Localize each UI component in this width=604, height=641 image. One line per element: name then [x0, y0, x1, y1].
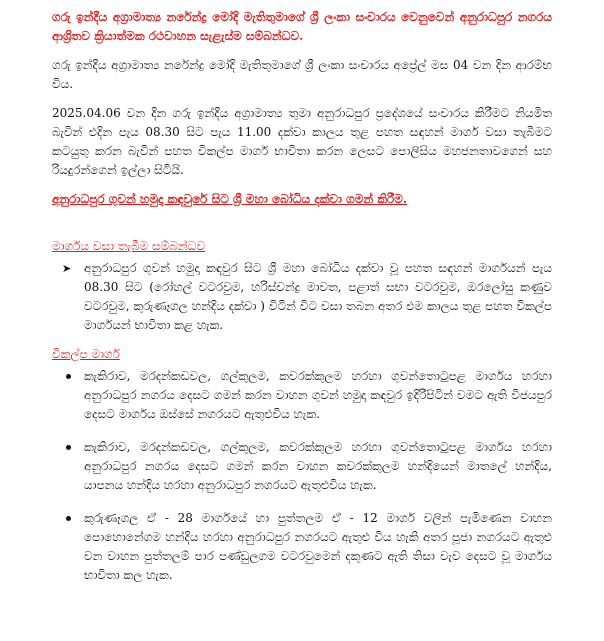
closure-notice-paragraph: 2025.04.06 වන දින ගරු ඉන්දීය අග්‍රාමාත්‍ය තුමා අනුරාධපුර ප්‍රදේශයේ සංචාරය කිරීමට නියමිත බැවින් එදින පැය 08.30 සිට පැය 11.00 දක්වා කාලය තුළ පහත සඳහන් මාර්ග වසා තැබීමට කටයුතු කරන බැවින් පහත විකල්ප මාර්ග භාවිතා කරන ලෙසට පොලිසිය මහජනතාවගෙන් සහ රියදුරන්ගෙන් ඉල්ලා සිටියි.	[52, 106, 552, 177]
document-title: ගරු ඉන්දීය අග්‍රාමාත්‍ය නරේන්ද්‍ර මෝදි මැතිතුමාගේ ශ්‍රී ලංකා සංචාරය වෙනුවෙන් අනුරාධපුර නගරය ආශ්‍රිතව ක්‍රියාත්මක රථවාහන සැළැස්ම සම්බන්ධව.	[52, 10, 552, 43]
closure-list	[52, 259, 552, 335]
dot-bullet-icon	[66, 445, 71, 450]
alternative-routes-heading: විකල්ප මාර්ග	[52, 347, 120, 361]
alternative-routes-list	[52, 367, 552, 585]
closure-item-text: අනුරාධපුර ගුවන් හමුදා කඳවුර සිට ශ්‍රී මහා බෝධිය දක්වා වූ පහත සඳහන් මාර්ගයන් පැය 08.30 සිට (රෝහල් වටරවුම, හරිස්චන්ද්‍ර මාවත, පළාත් සභා වටරවුම, ඔරලෝසු කණුව වටරවුම, කුරුණෑගල හන්දිය දක්වා ) විටින් විට වසා තබන අතර එම කාලය තුළ පහත විකල්ප මාර්ගයන් භාවිතා කළ හැක.	[84, 261, 552, 332]
list-item	[52, 438, 552, 495]
list-item	[52, 259, 552, 335]
dot-bullet-icon	[66, 374, 71, 379]
alt-route-text: කුරුණෑගල ඒ - 28 මාර්ගයේ හා පුත්තලම ඒ - 12 මාර්ග වලින් පැමිණෙන වාහන පොහොනේගම හන්දිය හරහා අනුරාධපුර නගරයට ඇතුළු විය හැකි අතර පූජා නගරයට ඇතුළු වන වාහන පුත්තලම් පාර පණ්ඩුලගම වටරවුමෙන් දකුණට ඇති තිසා වැව දෙසට වූ මාර්ගය භාවිතා කල හැක.	[84, 511, 552, 582]
alt-route-text: කැකිරාව, මරදන්කඩවල, ගල්කුලම, කවරක්කුලම හරහා ගුවන්තොටුපළ මාර්ගය හරහා අනුරාධපුර නගරය දෙසට ගමන් කරන වාහන ගුවන් හමුදා කඳවුර ඉදිරිපිටින් වමට ඇති විජයපුර දෙසට මාර්ගය ඔස්සේ නගරයට ඇතුළුවිය හැක.	[84, 369, 552, 421]
alt-route-text: කැකිරාව, මරදන්කඩවල, ගල්කුලම, කවරක්කුලම හරහා ගුවන්තොටුපළ මාර්ගය හරහා අනුරාධපුර නගරය දෙසට ගමන් කරන වාහන කවරක්කුලම හන්දියෙන් මාතලේ හන්දිය, යාපනය හන්දිය හරහා අනුරාධපුර නගරයට ඇතුළුවිය හැක.	[84, 440, 552, 492]
arrow-bullet-icon: ➤	[62, 262, 72, 275]
list-item	[52, 367, 552, 424]
dot-bullet-icon	[66, 516, 71, 521]
closure-section-heading: මාර්ගය වසා තැබීම සම්බන්ධව	[52, 239, 206, 253]
route-heading: අනුරාධපුර ගුවන් හමුදා කඳවුරේ සිට ශ්‍රී මහා බෝධිය දක්වා ගමන් කිරීම.	[52, 192, 408, 206]
intro-paragraph: ගරු ඉන්දීය අග්‍රාමාත්‍ය නරේන්ද්‍ර මෝදි මැතිතුමාගේ ශ්‍රී ලංකා සංචාරය අප්‍රේල් මස 04 වන දින ආරම්භ විය.	[52, 58, 552, 91]
list-item	[52, 509, 552, 585]
